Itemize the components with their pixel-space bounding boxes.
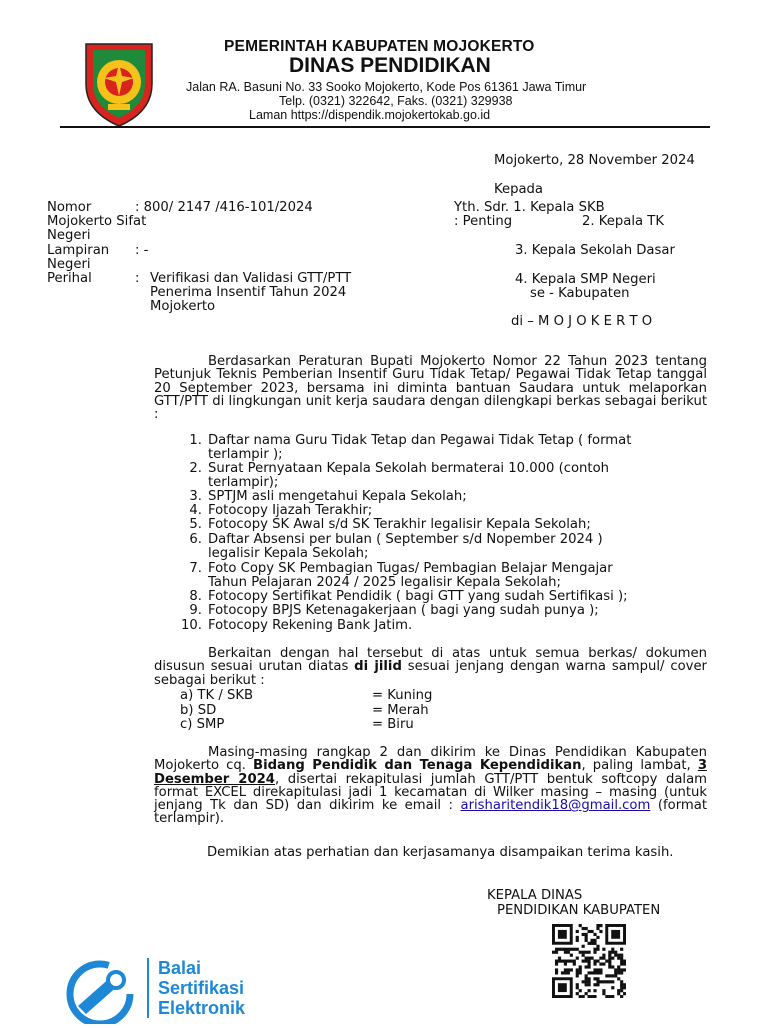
color-row-value: = Biru: [372, 717, 414, 732]
list-item-number: 4.: [189, 503, 202, 518]
recipient-line6: di – M O J O K E R T O: [511, 314, 653, 329]
list-item-text: Tahun Pelajaran 2024 / 2025 legalisir Kepala Sekolah;: [208, 575, 561, 590]
list-item-text: Daftar Absensi per bulan ( September s/d Nopember 2024 ): [208, 532, 603, 547]
letterhead-line2: DINAS PENDIDIKAN: [289, 54, 491, 77]
list-item-text: Surat Pernyataan Kepala Sekolah bermaterai 10.000 (contoh: [208, 461, 610, 476]
color-row-value: = Merah: [372, 703, 429, 718]
list-item-number: 8.: [189, 589, 202, 604]
letterhead-divider: [60, 126, 710, 128]
recipient-line2: 2. Kepala TK: [582, 214, 664, 229]
paragraph-submission: [154, 746, 707, 826]
recipient-line1: Yth. Sdr. 1. Kepala SKB: [454, 200, 605, 215]
qr-code: [552, 924, 626, 998]
negeri-text-2: Negeri: [47, 257, 91, 272]
paragraph-intro: Berdasarkan Peraturan Bupati Mojokerto Nomor 22 Tahun 2023 tentang Petunjuk Teknis Pemberian Insentif Guru Tidak Tetap/ Pegawai Tidak Tetap tanggal 20 September 2023, bersama ini diminta bantuan Saudara untuk melaporkan GTT/PTT di lingkungan unit kerja saudara dengan dilengkapi berkas sebagai berikut :: [154, 354, 707, 423]
sifat-line: Mojokerto Sifat: [47, 214, 147, 229]
list-item-text: Daftar nama Guru Tidak Tetap dan Pegawai Tidak Tetap ( format: [208, 433, 632, 448]
bsre-word-2: Sertifikasi: [158, 978, 245, 998]
nomor-label: Nomor: [47, 200, 92, 215]
lampiran-value: : -: [135, 243, 149, 258]
paragraph-submission-text: , paling lambat,: [581, 758, 698, 774]
recipient-line4: 4. Kepala SMP Negeri: [515, 272, 656, 287]
perihal-label: Perihal: [47, 271, 92, 286]
list-item-number: 2.: [189, 461, 202, 476]
color-row-key: b) SD: [180, 703, 217, 718]
list-item-text: Fotocopy Sertifikat Pendidik ( bagi GTT yang sudah Sertifikasi );: [208, 589, 628, 604]
list-item-number: 7.: [189, 561, 202, 576]
color-row-value: = Kuning: [372, 688, 433, 703]
division-name: Bidang Pendidik dan Tenaga Kependidikan: [253, 758, 582, 774]
paragraph-submission-text: (format terlampir).: [154, 798, 707, 827]
paragraph-binding-bold: di jilid: [354, 659, 402, 675]
list-item-number: 9.: [189, 603, 202, 618]
crest-logo: [78, 38, 160, 128]
list-item-number: 1.: [189, 433, 202, 448]
bsre-word-1: Balai: [158, 958, 202, 978]
bsre-logo-mark: [60, 954, 140, 1024]
color-row-key: c) SMP: [180, 717, 225, 732]
perihal-line2: Penerima Insentif Tahun 2024: [150, 285, 347, 300]
lampiran-label: Lampiran: [47, 243, 110, 258]
sifat-value: : Penting: [454, 214, 513, 229]
color-row-key: a) TK / SKB: [180, 688, 254, 703]
signature-title-1: KEPALA DINAS: [487, 888, 583, 903]
list-item-number: 5.: [189, 517, 202, 532]
list-item-number: 3.: [189, 489, 202, 504]
list-item-text: SPTJM asli mengetahui Kepala Sekolah;: [208, 489, 467, 504]
list-item-text: Foto Copy SK Pembagian Tugas/ Pembagian Belajar Mengajar: [208, 561, 613, 576]
list-item-text: terlampir);: [208, 475, 279, 490]
list-item-text: legalisir Kepala Sekolah;: [208, 546, 369, 561]
paragraph-binding-text: sesuai jenjang dengan warna sampul/ cover sebagai berikut :: [154, 659, 707, 688]
perihal-line3: Mojokerto: [150, 299, 216, 314]
email-link[interactable]: arisharitendik18@gmail.com: [460, 798, 651, 814]
bsre-divider: [147, 958, 149, 1018]
signature-title-2: PENDIDIKAN KABUPATEN: [497, 903, 661, 918]
paragraph-submission-text: , disertai rekapitulasi jumlah GTT/PTT bentuk softcopy dalam format EXCEL direkapitulasi jadi 1 kecamatan di Wilker masing – masing (untuk jenjang Tk dan SD) dan dikirim ke email :: [154, 771, 708, 814]
letterhead-line1: PEMERINTAH KABUPATEN MOJOKERTO: [224, 38, 535, 55]
list-item-text: Fotocopy Rekening Bank Jatim.: [208, 618, 413, 633]
recipient-line5: se - Kabupaten: [530, 286, 630, 301]
paragraph-binding: [154, 647, 707, 687]
recipient-line3: 3. Kepala Sekolah Dasar: [515, 243, 675, 258]
list-item-number: 10.: [181, 618, 202, 633]
letterhead-line4: Telp. (0321) 322642, Faks. (0321) 329938: [279, 94, 513, 108]
perihal-colon: :: [135, 271, 140, 286]
letter-date: Mojokerto, 28 November 2024: [494, 153, 695, 168]
letterhead-line5: Laman https://dispendik.mojokertokab.go.id: [249, 108, 491, 122]
perihal-line1: Verifikasi dan Validasi GTT/PTT: [150, 271, 352, 286]
list-item-text: Fotocopy Ijazah Terakhir;: [208, 503, 373, 518]
list-item-text: terlampir );: [208, 447, 283, 462]
letterhead-line3: Jalan RA. Basuni No. 33 Sooko Mojokerto, Kode Pos 61361 Jawa Timur: [186, 80, 587, 94]
negeri-text-1: Negeri: [47, 228, 91, 243]
paragraph-closing: Demikian atas perhatian dan kerjasamanya disampaikan terima kasih.: [207, 845, 674, 860]
list-item-text: Fotocopy SK Awal s/d SK Terakhir legalisir Kepala Sekolah;: [208, 517, 591, 532]
recipient-kepada: Kepada: [494, 182, 544, 197]
list-item-text: Fotocopy BPJS Ketenagakerjaan ( bagi yang sudah punya );: [208, 603, 599, 618]
paragraph-binding-text: Berkaitan dengan hal tersebut di atas untuk semua berkas/ dokumen disusun sesuai urutan diatas: [154, 646, 707, 675]
bsre-word-3: Elektronik: [158, 998, 246, 1018]
nomor-value: : 800/ 2147 /416-101/2024: [135, 200, 313, 215]
list-item-number: 6.: [189, 532, 202, 547]
deadline-date: 3 Desember 2024: [154, 758, 707, 787]
paragraph-submission-text: Masing-masing rangkap 2 dan dikirim ke Dinas Pendidikan Kabupaten Mojokerto cq.: [154, 745, 707, 774]
